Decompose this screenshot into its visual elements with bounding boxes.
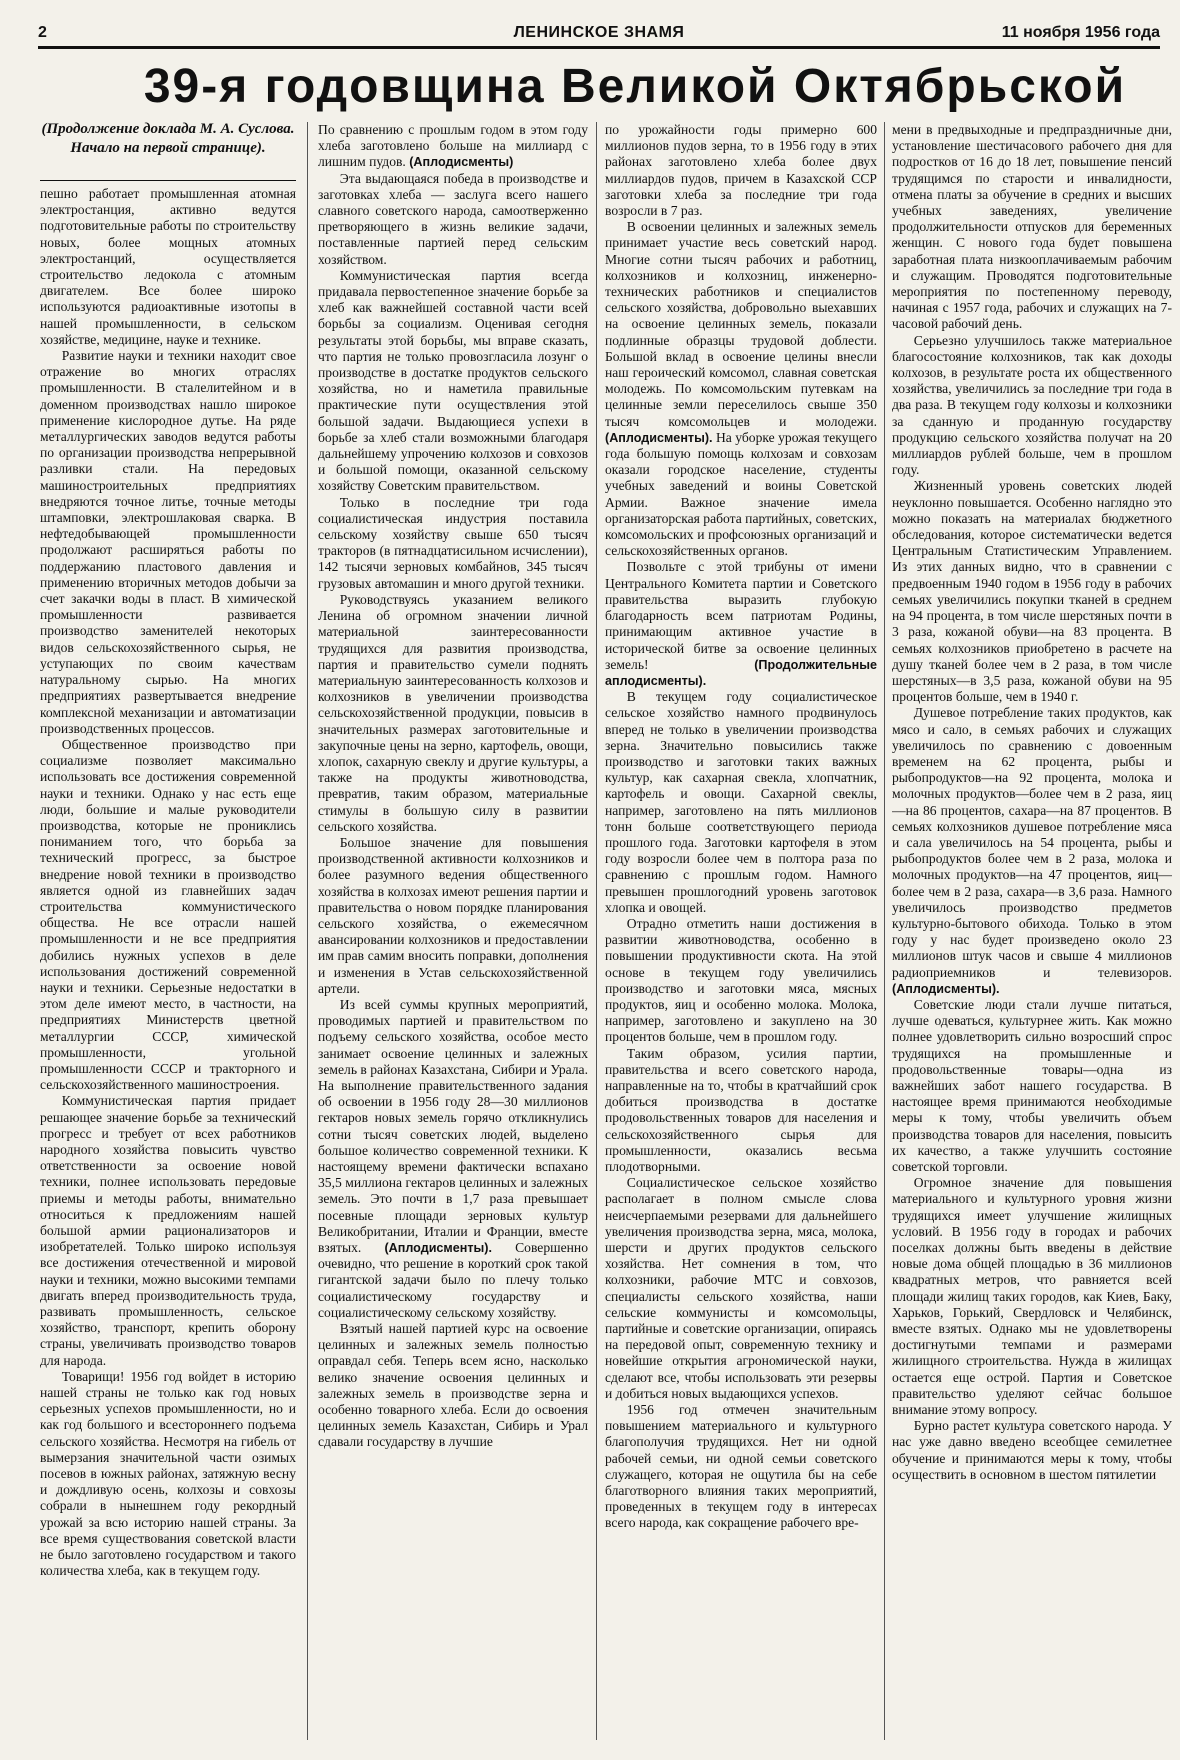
paragraph: мени в предвыходные и предпраздничные дни, установление шестичасового рабочего дня для подростков от 16 до 18 лет, повышение пенсий трудящимся по старости и инвалидности, отмена платы за обучение в средних и высших учебных заведениях, увеличение продолжительности отпусков для беременных женщин. С нового года будет повышена заработная плата низкооплачиваемым рабочим и служащим. Проводятся подготовительные мероприятия по постепенному переводу, начиная с 1957 года, рабочих и служащих на 7-часовой рабочий день. [892, 122, 1172, 332]
paragraph: Развитие науки и техники находит свое отражение во многих отраслях промышленности. В сталелитейном и в доменном производствах нашло широкое применение кислородное дутье. На ряде металлургических заводов ведутся работы по организации производства непрерывной разливки стали. На передовых машиностроительных предприятиях внедряются точное литье, точные методы штамповки, электрошлаковая сварка. В нефтедобывающей промышленности продолжают расширяться работы по поддержанию пластового давления и применению вторичных методов добычи за счет закачки воды в пласт. В химической промышленности развивается производство заменителей некоторых видов сельскохозяйственного сырья, не уступающих по своим качествам натуральному сырью. На многих предприятиях развертывается внедрение комплексной механизации и автоматизации производственных процессов. [40, 348, 296, 736]
paragraph: Отрадно отметить наши достижения в развитии животноводства, особенно в повышении продуктивности скота. На этой основе в текущем году увеличились производство и заготовки мяса, мясных продуктов, яиц и особенно молока. Молока, например, заготовлено и закуплено на 30 процентов больше, чем в прошлом году. [605, 915, 877, 1045]
paragraph [318, 997, 588, 1321]
paragraph-text: Позвольте с этой трибуны от имени Центрального Комитета партии и Советского правительства выразить глубокую благодарность всем патриотам Родины, принимающим активное участие в исторической битве за освоение целинных земель! [605, 559, 877, 672]
paragraph-text: По сравнению с прошлым годом в этом году хлеба заготовлено больше на миллиард с лишним пудов. [318, 122, 588, 170]
paragraph [605, 559, 877, 689]
paragraph: Серьезно улучшилось также материальное благосостояние колхозников, так как доходы колхозов, в результате роста их общественного хозяйства, увеличились за последние три года в два раза. В текущем году колхозы и колхозники за сданную и проданную государству продукцию сельского хозяйства получат на 20 миллиардов рублей больше, чем в прошлом году. [892, 332, 1172, 478]
paragraph: Коммунистическая партия всегда придавала первостепенное значение борьбе за хлеб как важнейшей составной части всей борьбы за социализм. Оценивая сегодня результаты этой борьбы, мы вправе сказать, что партия не только провозгласила лозунг о производстве в достатке продуктов сельского хозяйства, но и наметила правильные практические пути осуществления этой большой задачи. Выдающиеся успехи в борьбе за хлеб стали возможными благодаря дальнейшему упрочению колхозов и совхозов и большой помощи, оказанной сельскому хозяйству Советским правительством. [318, 267, 588, 494]
column-divider [307, 122, 308, 1740]
paragraph: В текущем году социалистическое сельское хозяйство намного продвинулось вперед не только в увеличении производства зерна. Значительно повысились также производство и заготовки таких важных культур, как сахарная свекла, хлопчатник, картофель и овощи. Сахарной свеклы, например, заготовлено на пять миллионов тонн больше соответствующего периода прошлого года. Заготовки картофеля в этом году возросли более чем в полтора раза по сравнению с прошлым годом. Намного превышен прошлогодний уровень заготовок хлопка и овощей. [605, 689, 877, 915]
header-rule [38, 46, 1160, 49]
column-1 [40, 186, 296, 1740]
column-divider [884, 122, 885, 1740]
paragraph: Эта выдающаяся победа в производстве и заготовках хлеба — заслуга всего нашего славного советского народа, самоотверженно претворяющего в жизнь великие задачи, поставленные партией перед сельским хозяйством. [318, 170, 588, 267]
issue-date: 11 ноября 1956 года [1001, 24, 1160, 41]
column-divider [596, 122, 597, 1740]
paragraph: Большое значение для повышения производственной активности колхозников и более разумного ведения общественного хозяйства в колхозах имеют решения партии и правительства о новом порядке планирования сельского хозяйства, о ежемесячном авансировании колхозников и предоставлении им прав самим вносить поправки, дополнения и изменения в Устав сельскохозяйственной артели. [318, 834, 588, 996]
applause-note: (Аплодисменты). [384, 1241, 492, 1256]
column-4 [892, 122, 1172, 1740]
intro-rule [40, 180, 296, 181]
paragraph: Взятый нашей партией курс на освоение целинных и залежных земель полностью оправдал себя. Теперь всем ясно, насколько велико значение освоения целинных и залежных земель в производстве зерна и особенно товарного хлеба. Если до освоения целинных земель Казахстан, Сибирь и Урал сдавали государству в лучшие [318, 1321, 588, 1450]
paragraph-text: В освоении целинных и залежных земель принимает участие весь советский народ. Многие сотни тысяч рабочих и работниц, колхозников и колхозниц, инженерно-технических работников и специалистов сельского хозяйства, добровольно выехавших на освоение целинных земель, показали подлинные образцы трудовой доблести. Большой вклад в освоение целины внесли наш героический комсомол, славная советская молодежь. По комсомольским путевкам на целинные земли переселилось свыше 350 тысяч комсомольцев и молодежи. [605, 219, 877, 429]
paragraph-text: Из всей суммы крупных мероприятий, проводимых партией и правительством по подъему сельского хозяйства, особое место занимает освоение целинных и залежных земель в районах Казахстана, Сибири и Урала. На выполнение правительственного задания об освоении в 1956 году 28—30 миллионов гектаров новых земель горячо откликнулись сотни тысяч советских людей, выделено большое количество современной техники. К настоящему времени фактически вспахано 35,5 миллиона гектаров целинных и залежных земель. Это почти в 1,7 раза превышает посевные площади зерновых культур Великобритании, Италии и Франции, вместе взятых. [318, 996, 588, 1256]
paragraph: Огромное значение для повышения материального и культурного уровня жизни трудящихся имеет улучшение жилищных условий. В 1956 году в городах и рабочих поселках должны быть введены в действие новые дома общей площадью в 36 миллионов квадратных метров, что равняется всей площади жилищ таких городов, как Киев, Баку, Харьков, Горький, Свердловск и Челябинск, вместе взятых. Однако мы не удовлетворены достигнутыми темпами и размерами жилищного строительства. Нужда в жилищах остается еще острой. Партия и Советское правительство уделяют сейчас большое внимание этому вопросу. [892, 1175, 1172, 1418]
page-number: 2 [38, 24, 47, 41]
paragraph [318, 122, 588, 171]
paragraph: Бурно растет культура советского народа. У нас уже давно введено всеобщее семилетнее обучение и принимаются меры к тому, чтобы осуществить в основном в шестом пятилетии [892, 1418, 1172, 1482]
paragraph: 1956 год отмечен значительным повышением материального и культурного благополучия трудящихся. Нет ни одной рабочей семьи, ни одной семьи советского служащего, которая не ощутила бы на себе благотворного влияния таких мероприятий, проведенных в текущем году в интересах всего народа, как сокращение рабочего вре- [605, 1402, 877, 1531]
paragraph-text: Душевое потребление таких продуктов, как мясо и сало, в семьях рабочих и служащих увеличилось по сравнению с довоенным временем на 62 процента, рыбы и рыбопродуктов—на 92 процента, молока и молочных продуктов—более чем в 2 раза, яиц—на 86 процентов, сахара—на 87 процентов. В семьях колхозников душевое потребление мяса и сала увеличилось на 54 процента, рыбы и рыбопродуктов более чем в 2 раза, молока и молочных продуктов—на 47 процентов, яиц—более чем в 2 раза, сахара—в 3,6 раза. Намного увеличилось производство предметов культурно-бытового обихода. Только в этом году у нас будет произведено около 23 миллионов штук часов и свыше 4 миллионов радиоприемников и телевизоров. [892, 705, 1172, 980]
paragraph: Общественное производство при социализме позволяет максимально использовать все достижения современной науки и техники. Однако у нас есть еще люди, большие и малые руководители производства, которые не прониклись пониманием того, что борьба за технический прогресс, за быстрое внедрение новой техники в производство является одной из главнейших задач строительства коммунистического общества. Не все отрасли нашей промышленности и не все предприятия добились нужных успехов в деле использования достижений современной науки и техники. Серьезные недостатки в этом деле имеют место, в частности, на предприятиях Министерств цветной металлургии СССР, химической промышленности, угольной промышленности СССР и тракторного и сельскохозяйственного машиностроения. [40, 736, 296, 1093]
paragraph-text: На уборке урожая текущего года большую помощь колхозам и совхозам оказали городское население, студенты учебных заведений и воины Советской Армии. Важное значение имела организаторская работа партийных, советских, комсомольских и профсоюзных организаций и сельскохозяйственных органов. [605, 429, 877, 559]
paragraph: Советские люди стали лучше питаться, лучше одеваться, культурнее жить. Как можно полнее удовлетворить сильно возросший спрос трудящихся на промышленные и продовольственные товары—одна из важнейших забот нашего государства. В настоящее время принимаются необходимые меры к тому, чтобы увеличить объем производства товаров для населения, повысить их качество, а также улучшить состояние советской торговли. [892, 996, 1172, 1174]
paragraph: Только в последние три года социалистическая индустрия поставила сельскому хозяйству свыше 650 тысяч тракторов (в пятнадцатисильном исчислении), 142 тысячи зерновых комбайнов, 345 тысяч грузовых автомашин и много другой техники. [318, 494, 588, 591]
paragraph [605, 219, 877, 559]
paragraph: пешно работает промышленная атомная электростанция, активно ведутся подготовительные работы по строительству новых, более мощных атомных электростанций, осуществляется строительство ледокола с атомным двигателем. Все более широко используются радиоактивные изотопы в нашей промышленности, в сельском хозяйстве, медицине, науке и технике. [40, 186, 296, 347]
headline: 39-я годовщина Великой Октябрьской [143, 60, 1127, 113]
column-3 [605, 122, 877, 1740]
applause-note: (Продолжительные аплодисменты). [605, 657, 877, 688]
paragraph-text: Совершенно очевидно, что решение в короткий срок такой гигантской задачи было по плечу только социалистическому государству и социалистическому сельскому хозяйству. [318, 1240, 588, 1320]
paragraph: по урожайности годы примерно 600 миллионов пудов зерна, то в 1956 году в этих районах заготовлено хлеба более двух миллиардов пудов, причем в Казахской ССР заготовки хлеба за последние три года возросли в 7 раз. [605, 122, 877, 219]
paragraph: Социалистическое сельское хозяйство располагает в полном смысле слова неисчерпаемыми резервами для дальнейшего увеличения производства зерна, мяса, молока, шерсти и других продуктов сельского хозяйства. Нет сомнения в том, что колхозники, рабочие МТС и совхозов, специалисты сельского хозяйства, наши сельские коммунисты и комсомольцы, партийные и советские организации, опираясь на передовой опыт, современную технику и новейшие открытия агрономической науки, сделают все, чтобы использовать эти резервы и добиться новых выдающихся успехов. [605, 1175, 877, 1401]
paragraph: Жизненный уровень советских людей неуклонно повышается. Особенно наглядно это можно показать на материалах бюджетного обследования, которое систематически ведется Центральным Статистическим Управлением. Из этих данных видно, что в сравнении с предвоенным 1940 годом в 1956 году в рабочих семьях увеличились покупки тканей в среднем на 94 процента, в том числе шерстяных почти в 3 раза, кожаной обуви—на 83 процента. В семьях колхозников приобретено в расчете на душу тканей более чем в 2 раза, в том числе шерстяных—в 3,5 раза, кожаной обуви на 95 процентов больше, чем в 1940 г. [892, 478, 1172, 705]
paragraph [892, 705, 1172, 997]
paragraph: Таким образом, усилия партии, правительства и всего советского народа, направленные на то, чтобы в кратчайший срок добиться производства в достатке продовольственных товаров для населения и сельскохозяйственного сырья для промышленности, оказались весьма плодотворными. [605, 1045, 877, 1174]
newspaper-name: ЛЕНИНСКОЕ ЗНАМЯ [513, 24, 685, 41]
column-2 [318, 122, 588, 1740]
page-header [38, 24, 1160, 46]
paragraph: Коммунистическая партия придает решающее значение борьбе за технический прогресс и требует от всех работников народного хозяйства повысить чувство ответственности за освоение новой техники, полнее использовать передовые приемы и методы работы, внимательно относиться к предложениям нашей большой армии рационализаторов и изобретателей. Только широко используя все достижения отечественной и мировой науки и техники, можно высокими темпами двигать вперед производительность труда, развивать промышленность, сельское хозяйство, транспорт, крепить оборону страны, увеличивать производство товаров для народа. [40, 1093, 296, 1368]
applause-note: (Аплодисменты). [605, 430, 713, 445]
intro-note: (Продолжение доклада М. А. Суслова. Начало на первой странице). [41, 121, 295, 156]
applause-note: (Аплодисменты). [892, 981, 1000, 996]
applause-note: (Аплодисменты) [409, 155, 514, 170]
paragraph: Товарищи! 1956 год войдет в историю нашей страны не только как год новых серьезных успехов промышленности, но и как год большого и всестороннего подъема сельского хозяйства. Несмотря на гибель от вымерзания значительной части озимых посевов в южных районах, затяжную весну и дождливую осень, колхозы и совхозы собрали в нынешнем году рекордный урожай за всю историю нашей страны. За все время существования советской власти не было заготовлено государством и такого количества хлеба, как в текущем году. [40, 1368, 296, 1579]
paragraph: Руководствуясь указанием великого Ленина об огромном значении личной материальной заинтересованности трудящихся для развития производства, партия и правительство сумели поднять материальную заинтересованность колхозов и колхозников в увеличении производства сельскохозяйственной продукции, повысив в значительных размерах заготовительные и закупочные цены на зерно, картофель, овощи, хлопок, сахарную свеклу и другие культуры, а также на продукты животноводства, превратив, таким образом, материальные стимулы в большую силу в развитии сельского хозяйства. [318, 591, 588, 834]
